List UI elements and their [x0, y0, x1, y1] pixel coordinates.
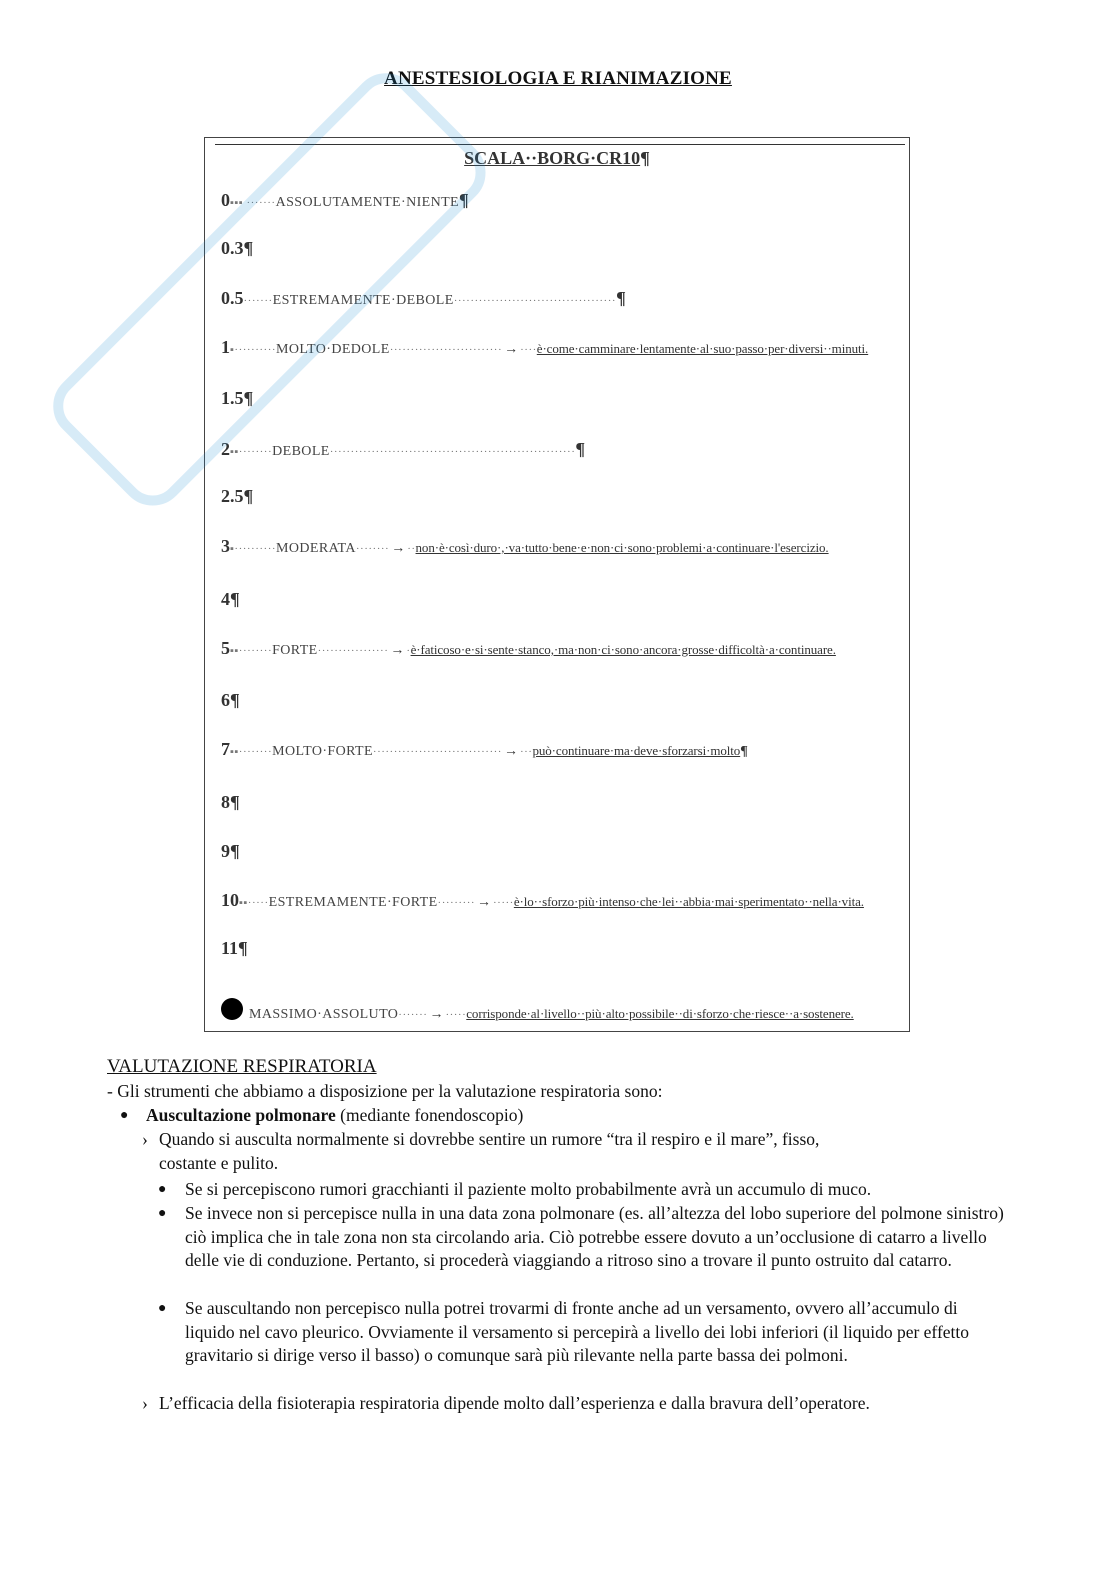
scale-number: 2	[221, 439, 230, 459]
pilcrow-icon: ¶	[243, 388, 254, 408]
scale-description: corrisponde·al·livello··più·alto·possibile··di·sforzo·che·riesce··a·sostenere.	[466, 1006, 854, 1021]
scale-number: 2.5	[221, 486, 244, 506]
scale-label: MODERATA	[276, 541, 356, 556]
pilcrow-icon: ¶	[230, 841, 240, 861]
scale-title	[205, 148, 909, 169]
scale-number: 4	[221, 589, 230, 609]
scale-top-rule	[215, 144, 905, 145]
pilcrow-icon: ¶	[243, 238, 254, 258]
scale-row-1-5	[221, 388, 253, 409]
scale-description: è·lo··sforzo·più·intenso·che·lei··abbia·mai·sperimentato··nella·vita.	[513, 894, 864, 909]
pilcrow-icon: ¶	[230, 690, 240, 710]
sub-item-1-line-1: Quando si ausculta normalmente si dovrebbe sentire un rumore “tra il respiro e il mare”, fisso,	[159, 1129, 820, 1149]
scale-label: MOLTO·DEDOLE	[276, 342, 390, 357]
scale-label: FORTE	[272, 643, 318, 658]
scale-number: 1.5	[221, 388, 244, 408]
sub-item-2-text: L’efficacia della fisioterapia respiratoria dipende molto dall’esperienza e dalla bravura dell’operatore.	[159, 1393, 870, 1413]
pilcrow-icon: ¶	[230, 589, 240, 609]
scale-row-8	[221, 792, 240, 813]
pilcrow-icon: ¶	[238, 938, 248, 958]
scale-number: 7	[221, 739, 230, 759]
scale-number: 0	[221, 190, 230, 210]
scale-number: 5	[221, 638, 230, 658]
scale-row-0-3	[221, 238, 253, 259]
chevron-right-icon: ›	[142, 1393, 148, 1413]
pilcrow-icon: ¶	[575, 439, 586, 459]
scale-row-1: 1 ▪·········· MOLTO·DEDOLE ··························· → ···· è·come·camminare·lentamente·al·suo·passo·per·diversi··minuti.	[221, 337, 869, 357]
borg-scale-figure	[204, 137, 910, 1032]
pilcrow-icon: ¶	[640, 148, 650, 168]
bullet-icon: ●	[158, 1182, 167, 1197]
pilcrow-icon: ¶	[740, 744, 748, 759]
arrow-icon: →	[503, 744, 518, 759]
scale-description: può·continuare·ma·deve·sforzarsi·molto	[532, 743, 741, 758]
arrow-icon: →	[391, 541, 406, 556]
pilcrow-icon: ¶	[459, 190, 469, 210]
bullet-icon: ●	[120, 1108, 129, 1123]
scale-number: 8	[221, 792, 230, 812]
bullet-icon: ●	[158, 1301, 167, 1316]
scale-row-2-5	[221, 486, 253, 507]
scale-label: ESTREMAMENTE·FORTE	[268, 895, 438, 910]
scale-title-text: SCALA··BORG·CR10	[464, 148, 641, 168]
scale-row-4	[221, 589, 240, 610]
intro-paragraph: - Gli strumenti che abbiamo a disposizione per la valutazione respiratoria sono:	[107, 1081, 663, 1101]
scale-row-3: 3 ▪·········· MODERATA ········ → ·· non·è·così·duro·,·va·tutto·bene·e·non·ci·sono·problemi·a·continuare·l'esercizio.	[221, 536, 829, 556]
pilcrow-icon: ¶	[243, 486, 254, 506]
scale-number: 6	[221, 690, 230, 710]
bullet-2-text: Se invece non si percepisce nulla in una data zona polmonare (es. all’altezza del lobo superiore del polmone sinistro) ciò implica che in tale zona non sta circolando aria. Ciò potrebbe essere dovuto a un’occlusione di catarro a livello delle vie di conduzione. Pertanto, si procederà viaggiando a ritroso sino a trovare il punto ostruito dal catarro.	[185, 1203, 1004, 1270]
item-title: Auscultazione polmonare	[146, 1105, 336, 1125]
sub-item-1-line-2: costante e pulito.	[159, 1152, 279, 1173]
section-heading: VALUTAZIONE RESPIRATORIA	[107, 1056, 377, 1077]
scale-row-11	[221, 938, 248, 959]
scale-row-5: 5 ▪▪········ FORTE ················· → · è·faticoso·e·si·sente·stanco,·ma·non·ci·sono·ancora·grosse·difficoltà·a·continuare.	[221, 638, 836, 658]
page-title: ANESTESIOLOGIA E RIANIMAZIONE	[384, 68, 732, 89]
arrow-icon: →	[429, 1007, 444, 1022]
scale-label: DEBOLE	[272, 444, 330, 459]
scale-number: 1	[221, 337, 230, 357]
scale-number: 9	[221, 841, 230, 861]
scale-row-9	[221, 841, 240, 862]
scale-row-10: 10 ▪▪····· ESTREMAMENTE·FORTE ········· → ····· è·lo··sforzo·più·intenso·che·lei··abbia·mai·sperimentato··nella·vita.	[221, 890, 864, 910]
scale-label: MASSIMO·ASSOLUTO	[249, 1007, 399, 1022]
scale-row-6	[221, 690, 240, 711]
scale-row-2: 2 ▪▪········ DEBOLE ··························································· ¶	[221, 439, 586, 459]
scale-number: 3	[221, 536, 230, 556]
bullet-icon: ●	[158, 1206, 167, 1221]
scale-label: MOLTO·FORTE	[272, 744, 373, 759]
scale-label: ASSOLUTAMENTE·NIENTE	[275, 195, 460, 210]
scale-number: 10	[221, 890, 239, 910]
scale-description: è·faticoso·e·si·sente·stanco,·ma·non·ci·sono·ancora·grosse·difficoltà·a·continuare.	[410, 642, 836, 657]
filled-circle-icon	[221, 998, 243, 1020]
item-note: (mediante fonendoscopio)	[335, 1105, 524, 1125]
scale-row-0: 0 ▪▪▪ ······· ASSOLUTAMENTE·NIENTE ¶	[221, 190, 469, 210]
scale-number: 0.3	[221, 238, 244, 258]
scale-description: è·come·camminare·lentamente·al·suo·passo·per·diversi··minuti.	[536, 341, 869, 356]
chevron-right-icon: ›	[142, 1129, 148, 1149]
scale-label: ESTREMAMENTE·DEBOLE	[272, 293, 454, 308]
scale-row-0-5: 0.5 ······· ESTREMAMENTE·DEBOLE ······································· ¶	[221, 288, 626, 308]
scale-description: non·è·così·duro·,·va·tutto·bene·e·non·ci·sono·problemi·a·continuare·l'esercizio.	[415, 540, 829, 555]
bullet-3-text: Se auscultando non percepisco nulla potrei trovarmi di fronte anche ad un versamento, ovvero all’accumulo di liquido nel cavo pleurico. Ovviamente il versamento si percepirà a livello dei lobi inferiori (il liquido per effetto gravitario si dirige verso il basso) o comunque sarà più rilevante nella parte bassa dei polmoni.	[185, 1298, 970, 1365]
pilcrow-icon: ¶	[616, 288, 626, 308]
arrow-icon: →	[504, 342, 519, 357]
pilcrow-icon: ¶	[230, 792, 240, 812]
arrow-icon: →	[390, 643, 405, 658]
scale-number: 11	[221, 938, 239, 958]
scale-number: 0.5	[221, 288, 244, 308]
scale-row-max: MASSIMO·ASSOLUTO ······· → ····· corrisponde·al·livello··più·alto·possibile··di·sforzo·che·riesce··a·sostenere.	[221, 996, 854, 1023]
arrow-icon: →	[477, 895, 492, 910]
scale-row-7: 7 ▪▪········ MOLTO·FORTE ······························· → ··· può·continuare·ma·deve·sforzarsi·molto ¶	[221, 739, 748, 759]
bullet-1-text: Se si percepiscono rumori gracchianti il paziente molto probabilmente avrà un accumulo di muco.	[185, 1179, 872, 1199]
